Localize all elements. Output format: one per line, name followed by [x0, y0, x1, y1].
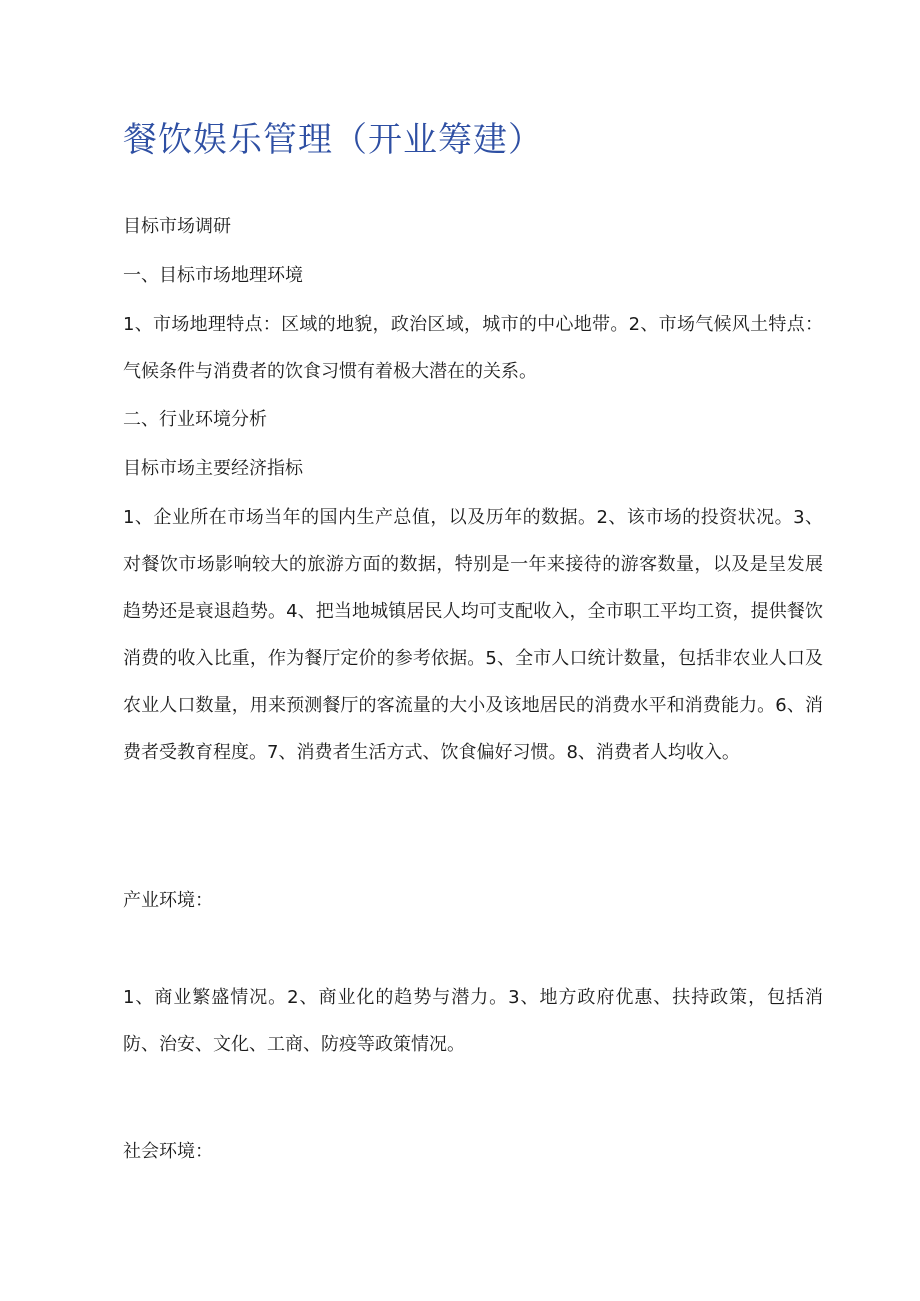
heading-geographic-environment: 一、目标市场地理环境 — [123, 265, 303, 286]
heading-industry-environment: 产业环境： — [123, 890, 213, 911]
heading-economic-indicators: 目标市场主要经济指标 — [123, 458, 303, 479]
paragraph-economic: 1、企业所在市场当年的国内生产总值，以及历年的数据。2、该市场的投资状况。3、对餐饮市场影响较大的旅游方面的数据，特别是一年来接待的游客数量，以及是呈发展趋势还是衰退趋势。4、把当地城镇居民人均可支配收入，全市职工平均工资，提供餐饮消费的收入比重，作为餐厅定价的参考依据。5、全市人口统计数量，包括非农业人口及农业人口数量，用来预测餐厅的客流量的大小及该地居民的消费水平和消费能力。6、消费者受教育程度。7、消费者生活方式、饮食偏好习惯。8、消费者人均收入。 — [123, 507, 823, 763]
paragraph-industry-environment: 1、商业繁盛情况。2、商业化的趋势与潜力。3、地方政府优惠、扶持政策，包括消防、治安、文化、工商、防疫等政策情况。 — [123, 987, 823, 1055]
heading-industry-analysis: 二、行业环境分析 — [123, 409, 267, 430]
paragraph-geographic: 1、市场地理特点：区域的地貌，政治区域，城市的中心地带。2、市场气候风土特点：气候条件与消费者的饮食习惯有着极大潜在的关系。 — [123, 314, 823, 382]
heading-social-environment: 社会环境： — [123, 1141, 213, 1162]
document-title: 餐饮娱乐管理（开业筹建） — [123, 120, 543, 160]
section-heading-market-research: 目标市场调研 — [123, 216, 231, 237]
